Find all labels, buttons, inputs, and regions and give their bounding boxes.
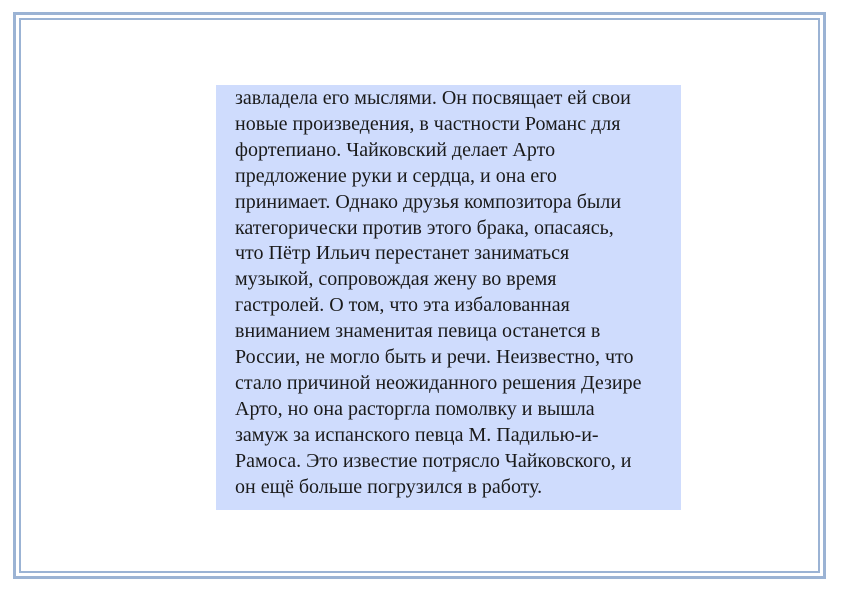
text-line: Арто, но она расторгла помолвку и вышла <box>235 397 595 420</box>
text-box <box>216 85 681 510</box>
text-line: стало причиной неожиданного решения Дезире <box>235 371 642 394</box>
text-line: России, не могло быть и речи. Неизвестно, что <box>235 346 634 369</box>
text-line: он ещё больше погрузился в работу. <box>235 475 543 498</box>
text-line: категорически против этого брака, опасаясь, <box>235 216 614 239</box>
text-line: принимает. Однако друзья композитора были <box>235 190 622 213</box>
text-line: гастролей. О том, что эта избалованная <box>235 294 570 317</box>
text-line: что Пётр Ильич перестанет заниматься <box>235 242 570 265</box>
body-paragraph <box>235 86 675 501</box>
text-line: фортепиано. Чайковский делает Арто <box>235 138 556 161</box>
text-line: новые произведения, в частности Романс для <box>235 112 621 135</box>
text-line: музыкой, сопровождая жену во время <box>235 268 557 291</box>
text-line: замуж за испанского певца М. Падилью-и- <box>235 423 599 446</box>
text-line: вниманием знаменитая певица останется в <box>235 320 601 343</box>
text-line: предложение руки и сердца, и она его <box>235 164 557 187</box>
text-line: завладела его мыслями. Он посвящает ей свои <box>235 87 631 109</box>
text-line: Рамоса. Это известие потрясло Чайковского, и <box>235 449 632 472</box>
